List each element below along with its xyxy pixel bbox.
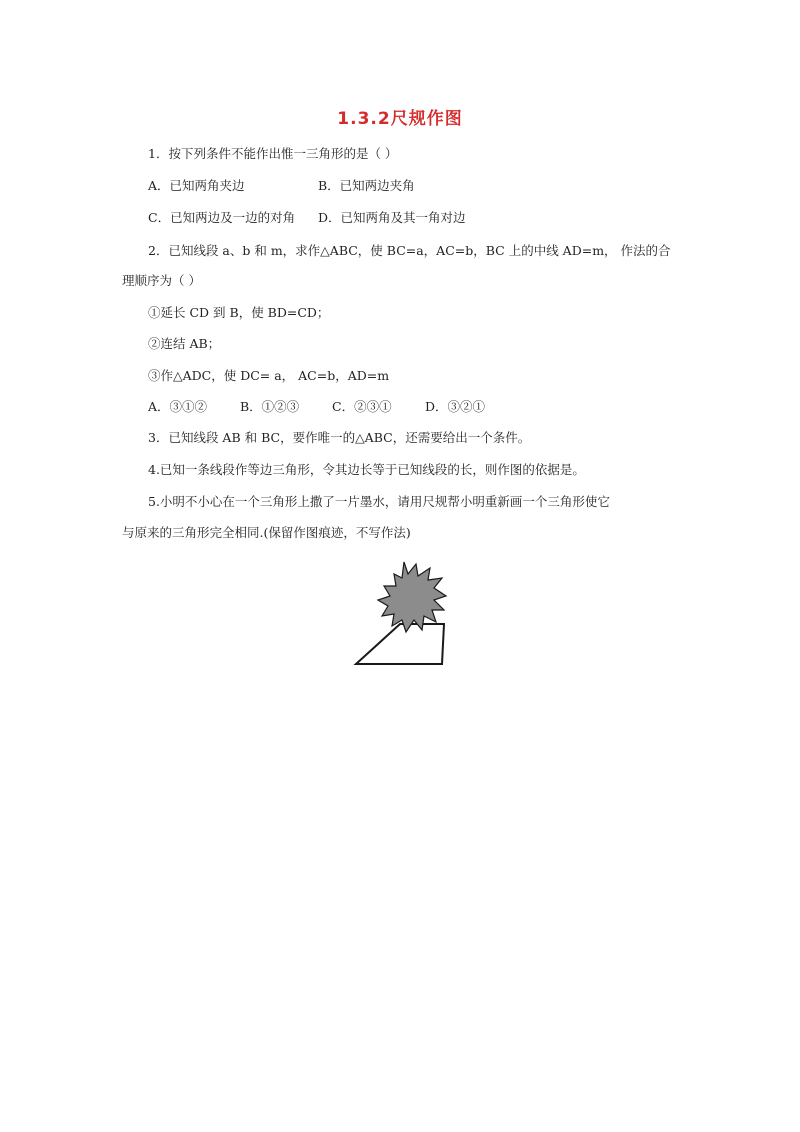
question-4-stem: 4.已知一条线段作等边三角形，令其边长等于已知线段的长，则作图的依据是。 [148, 462, 585, 477]
question-2-stem-line1: 2．已知线段 a、b 和 m，求作△ABC，使 BC=a，AC=b，BC 上的中线 AD=m， 作法的合 [148, 243, 671, 258]
page-title: 1.3.2尺规作图 [337, 109, 463, 129]
question-2-step-2: ②连结 AB； [148, 336, 221, 351]
question-1-stem: 1．按下列条件不能作出惟一三角形的是（ ） [148, 146, 398, 161]
question-5-stem-line1: 5.小明不小心在一个三角形上撒了一片墨水，请用尺规帮小明重新画一个三角形使它 [148, 494, 610, 509]
question-2-option-b: B．①②③ [240, 399, 300, 414]
question-5-stem-line2: 与原来的三角形完全相同.(保留作图痕迹，不写作法) [122, 525, 411, 540]
question-1-option-b: B．已知两边夹角 [318, 178, 415, 193]
question-1-option-d: D．已知两角及其一角对边 [318, 210, 466, 225]
question-2-stem-line2: 理顺序为（ ） [122, 273, 201, 288]
ink-blot [378, 562, 446, 632]
partial-triangle [356, 624, 444, 664]
question-2-option-d: D．③②① [425, 399, 486, 414]
question-1-option-c: C．已知两边及一边的对角 [148, 210, 296, 225]
question-1-option-a: A．已知两角夹边 [148, 178, 245, 193]
question-2-step-1: ①延长 CD 到 B，使 BD=CD； [148, 305, 330, 320]
question-2-option-c: C．②③① [332, 399, 392, 414]
ink-covered-triangle-figure [352, 560, 468, 670]
question-3-stem: 3．已知线段 AB 和 BC，要作唯一的△ABC，还需要给出一个条件。 [148, 430, 531, 445]
question-2-step-3: ③作△ADC，使 DC= a， AC=b，AD=m [148, 368, 390, 383]
question-2-option-a: A．③①② [148, 399, 208, 414]
